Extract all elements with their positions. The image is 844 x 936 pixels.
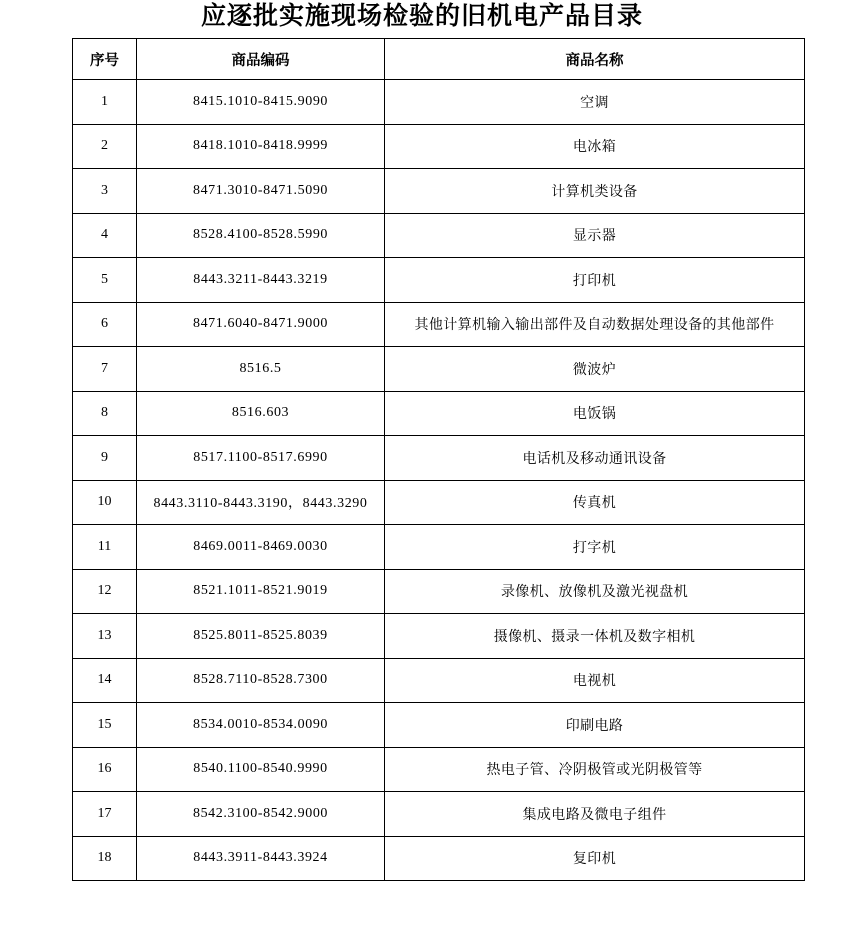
cell-index: 10	[73, 480, 137, 525]
cell-name: 电饭锅	[385, 391, 805, 436]
cell-name: 显示器	[385, 213, 805, 258]
cell-index: 12	[73, 569, 137, 614]
cell-name: 传真机	[385, 480, 805, 525]
cell-name: 微波炉	[385, 347, 805, 392]
table-row	[73, 258, 805, 303]
cell-name: 热电子管、冷阴极管或光阴极管等	[385, 747, 805, 792]
cell-index: 18	[73, 836, 137, 881]
cell-name: 电冰箱	[385, 124, 805, 169]
cell-index: 13	[73, 614, 137, 659]
cell-name: 印刷电路	[385, 703, 805, 748]
table-body	[73, 80, 805, 881]
table-row	[73, 703, 805, 748]
cell-code: 8443.3110-8443.3190，8443.3290	[137, 480, 385, 525]
cell-code: 8525.8011-8525.8039	[137, 614, 385, 659]
cell-code: 8517.1100-8517.6990	[137, 436, 385, 481]
table-row	[73, 836, 805, 881]
cell-code: 8471.6040-8471.9000	[137, 302, 385, 347]
table-row	[73, 658, 805, 703]
table-row	[73, 169, 805, 214]
cell-code: 8418.1010-8418.9999	[137, 124, 385, 169]
page-title: 应逐批实施现场检验的旧机电产品目录	[200, 3, 643, 30]
cell-code: 8443.3911-8443.3924	[137, 836, 385, 881]
cell-code: 8471.3010-8471.5090	[137, 169, 385, 214]
table-row	[73, 213, 805, 258]
cell-code: 8528.4100-8528.5990	[137, 213, 385, 258]
table-row	[73, 347, 805, 392]
cell-code: 8443.3211-8443.3219	[137, 258, 385, 303]
cell-name: 摄像机、摄录一体机及数字相机	[385, 614, 805, 659]
table-header	[73, 39, 805, 80]
table-row	[73, 391, 805, 436]
cell-index: 3	[73, 169, 137, 214]
cell-name: 打字机	[385, 525, 805, 570]
table-row	[73, 480, 805, 525]
table-row	[73, 525, 805, 570]
cell-index: 16	[73, 747, 137, 792]
cell-index: 4	[73, 213, 137, 258]
cell-name: 打印机	[385, 258, 805, 303]
column-header-index: 序号	[73, 39, 137, 80]
cell-name: 集成电路及微电子组件	[385, 792, 805, 837]
table-row	[73, 124, 805, 169]
cell-index: 5	[73, 258, 137, 303]
cell-index: 11	[73, 525, 137, 570]
column-header-name: 商品名称	[385, 39, 805, 80]
cell-name: 空调	[385, 80, 805, 125]
cell-code: 8528.7110-8528.7300	[137, 658, 385, 703]
cell-index: 2	[73, 124, 137, 169]
column-header-code: 商品编码	[137, 39, 385, 80]
cell-index: 14	[73, 658, 137, 703]
cell-name: 计算机类设备	[385, 169, 805, 214]
table-row	[73, 792, 805, 837]
cell-name: 电话机及移动通讯设备	[385, 436, 805, 481]
table-row	[73, 569, 805, 614]
cell-index: 1	[73, 80, 137, 125]
catalog-table-container	[0, 38, 844, 881]
table-row	[73, 436, 805, 481]
cell-name: 录像机、放像机及激光视盘机	[385, 569, 805, 614]
cell-code: 8516.5	[137, 347, 385, 392]
cell-code: 8534.0010-8534.0090	[137, 703, 385, 748]
cell-name: 复印机	[385, 836, 805, 881]
cell-code: 8540.1100-8540.9990	[137, 747, 385, 792]
cell-index: 17	[73, 792, 137, 837]
cell-index: 7	[73, 347, 137, 392]
catalog-table	[72, 38, 805, 881]
cell-name: 电视机	[385, 658, 805, 703]
cell-index: 8	[73, 391, 137, 436]
cell-index: 6	[73, 302, 137, 347]
cell-index: 9	[73, 436, 137, 481]
cell-code: 8469.0011-8469.0030	[137, 525, 385, 570]
table-row	[73, 302, 805, 347]
cell-name: 其他计算机输入输出部件及自动数据处理设备的其他部件	[385, 302, 805, 347]
cell-code: 8521.1011-8521.9019	[137, 569, 385, 614]
table-row	[73, 80, 805, 125]
cell-code: 8542.3100-8542.9000	[137, 792, 385, 837]
cell-code: 8415.1010-8415.9090	[137, 80, 385, 125]
table-row	[73, 614, 805, 659]
table-row	[73, 747, 805, 792]
table-header-row	[73, 39, 805, 80]
cell-code: 8516.603	[137, 391, 385, 436]
cell-index: 15	[73, 703, 137, 748]
